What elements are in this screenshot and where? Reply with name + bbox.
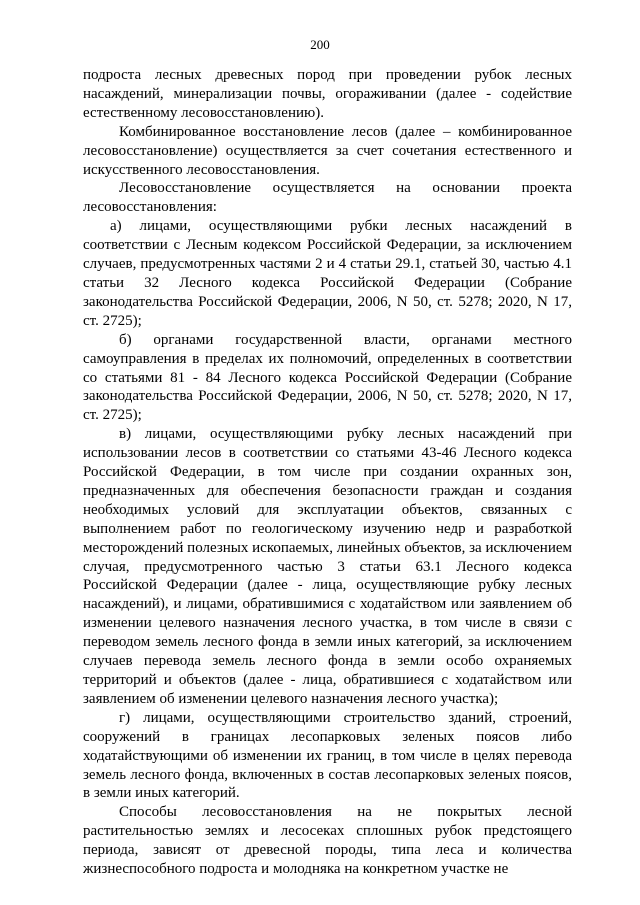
paragraph-reforestation-methods: Способы лесовосстановления на не покрытых лесной растительностью землях и лесосеках сплошных рубок предстоящего периода, зависят от древесной породы, типа леса и количества жизнеспособного подроста и молодняка на конкретном участке не [83,804,572,878]
document-body [83,66,572,879]
paragraph-reforestation-basis: Лесовосстановление осуществляется на основании проекта лесовосстановления: [83,180,572,216]
paragraph-combined-reforestation: Комбинированное восстановление лесов (далее – комбинированное лесовосстановление) осуществляется за счет сочетания естественного и искусственного лесовосстановления. [83,123,572,178]
list-item-v: в) лицами, осуществляющими рубку лесных насаждений при использовании лесов в соответствии со статьями 43-46 Лесного кодекса Российской Федерации, в том числе при создании охранных зон, предназначенных для обеспечения безопасности граждан и создания необходимых условий для эксплуатации объектов, связанных с выполнением работ по геологическому изучению недр и разработкой месторождений полезных ископаемых, линейных объектов, за исключением случая, предусмотренного частью 3 статьи 63.1 Лесного кодекса Российской Федерации (далее - лица, осуществляющие рубку лесных насаждений), и лицами, обратившимися с ходатайством или заявлением об изменении целевого назначения лесного участка, в том числе в связи с переводом земель лесного фонда в земли иных категорий, за исключением случаев перевода земель лесного фонда в земли особо охраняемых территорий и объектов (далее - лица, обратившиеся с ходатайством или заявлением об изменении целевого назначения лесного участка); [83,426,572,707]
page-number: 200 [310,37,330,52]
list-item-g: г) лицами, осуществляющими строительство зданий, строений, сооружений в границах лесопарковых зеленых поясов либо ходатайствующими об изменении их границ, в том числе в целях перевода земель лесного фонда, включенных в состав лесопарковых зеленых поясов, в земли иных категорий. [83,709,572,802]
list-item-b: б) органами государственной власти, органами местного самоуправления в пределах их полномочий, определенных в соответствии со статьями 81 - 84 Лесного кодекса Российской Федерации (Собрание законодательства Российской Федерации, 2006, N 50, ст. 5278; 2020, N 17, ст. 2725); [83,331,572,424]
paragraph-continuation: подроста лесных древесных пород при проведении рубок лесных насаждений, минерализации почвы, огораживании (далее - содействие естественному лесовосстановлению). [83,67,572,121]
list-item-a: а) лицами, осуществляющими рубки лесных насаждений в соответствии с Лесным кодексом Российской Федерации, за исключением случаев, предусмотренных частями 2 и 4 статьи 29.1, статьей 30, частью 4.1 статьи 32 Лесного кодекса Российской Федерации (Собрание законодательства Российской Федерации, 2006, N 50, ст. 5278; 2020, N 17, ст. 2725); [83,218,572,329]
